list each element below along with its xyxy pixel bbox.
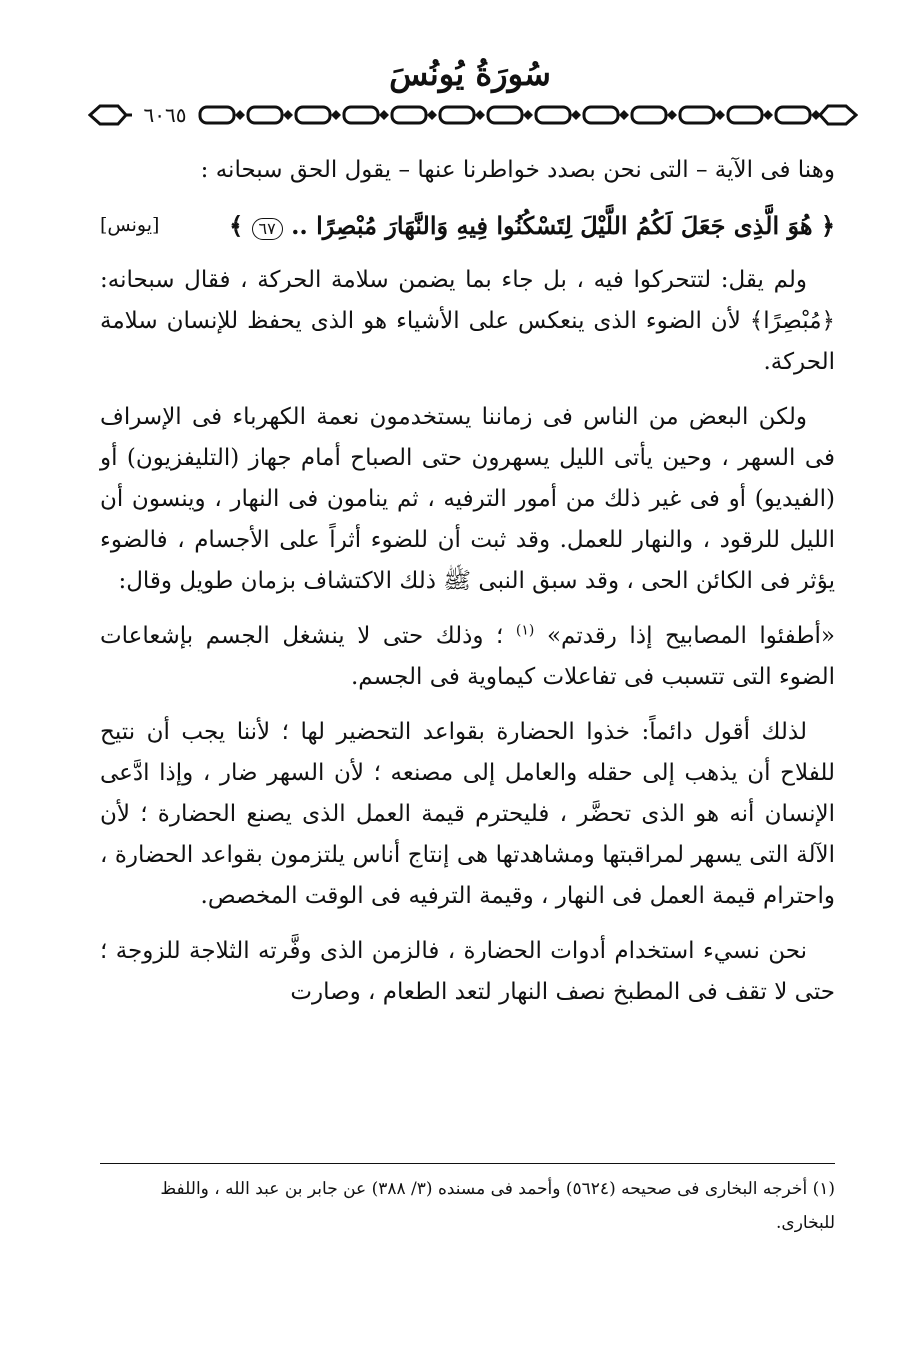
paragraph-6: نحن نسيء استخدام أدوات الحضارة ، فالزمن الذى وفَّرته الثلاجة للزوجة ؛ حتى لا تقف فى المطبخ نصف النهار لتعد الطعام ، وصارت (100, 938, 835, 1005)
paragraph-4 (100, 616, 835, 698)
paragraph-5: لذلك أقول دائماً: خذوا الحضارة بقواعد التحضير لها ؛ لأننا يجب أن نتيح للفلاح أن يذهب إلى حقله والعامل إلى مصنعه ؛ لأن السهر ضار ، وإذا ادَّعى الإنسان أنه هو الذى تحضَّر ، فليحترم قيمة العمل الذى يصنع الحضارة ؛ لأن الآلة التى يسهر لمراقبتها ومشاهدتها هى إنتاج أناس يلتزمون بقواعد الحضارة ، واحترام قيمة العمل فى النهار ، وقيمة الترفيه فى الوقت المخصص. (100, 719, 835, 909)
hadith-quote: «أطفئوا المصابيح إذا رقدتم» (546, 623, 835, 649)
verse-body (229, 205, 835, 246)
verse-close-bracket: ﴾ (229, 211, 244, 240)
verse-text: هُوَ الَّذِى جَعَلَ لَكُمُ اللَّيْلَ لِتَسْكُنُوا فِيهِ وَالنَّهَارَ مُبْصِرًا .. (291, 211, 813, 240)
verse-open-bracket: ﴿ (820, 211, 835, 240)
footnote-reference: (١) (515, 622, 535, 639)
surah-title: سُورَةُ يُونُسَ (389, 55, 551, 93)
paragraph-3: ولكن البعض من الناس فى زماننا يستخدمون نعمة الكهرباء فى الإسراف فى السهر ، وحين يأتى الليل يسهرون حتى الصباح أمام جهاز (التليفزيون) أو (الفيديو) أو فى غير ذلك من أمور الترفيه ، ثم ينامون فى النهار ، وينسون أن الليل للرقود ، والنهار للعمل. وقد ثبت أن للضوء أثراً على الأجسام ، فالضوء يؤثر فى الكائن الحى ، وقد سبق النبى ﷺ ذلك الاكتشاف بزمان طويل وقال: (100, 404, 835, 594)
footnote-divider (100, 1163, 835, 1164)
main-text (100, 150, 835, 1027)
paragraph-4-rest: ؛ وذلك حتى لا ينشغل الجسم بإشعاعات الضوء التى تتسبب فى تفاعلات كيماوية فى الجسم. (100, 623, 835, 690)
footnote: (١) أخرجه البخارى فى صحيحه (٥٦٢٤) وأحمد فى مسنده (٣/ ٣٨٨) عن جابر بن عبد الله ، واللفظ للبخارى. (160, 1179, 835, 1233)
header-ornament-border (88, 98, 858, 132)
quran-verse (100, 205, 835, 246)
paragraph-2: ولم يقل: لتتحركوا فيه ، بل جاء بما يضمن سلامة الحركة ، فقال سبحانه: ﴿مُبْصِرًا﴾ لأن الضوء الذى ينعكس على الأشياء هو الذى يحفظ للإنسان سلامة الحركة. (100, 267, 835, 375)
page-number: ٦٠٦٥ (132, 104, 198, 126)
ornament-chain-icon (88, 98, 858, 132)
paragraph-intro: وهنا فى الآية – التى نحن بصدد خواطرنا عنها – يقول الحق سبحانه : (200, 157, 835, 183)
verse-reference: [يونس] (100, 214, 160, 236)
ayah-number-marker: ٦٧ (252, 218, 283, 240)
